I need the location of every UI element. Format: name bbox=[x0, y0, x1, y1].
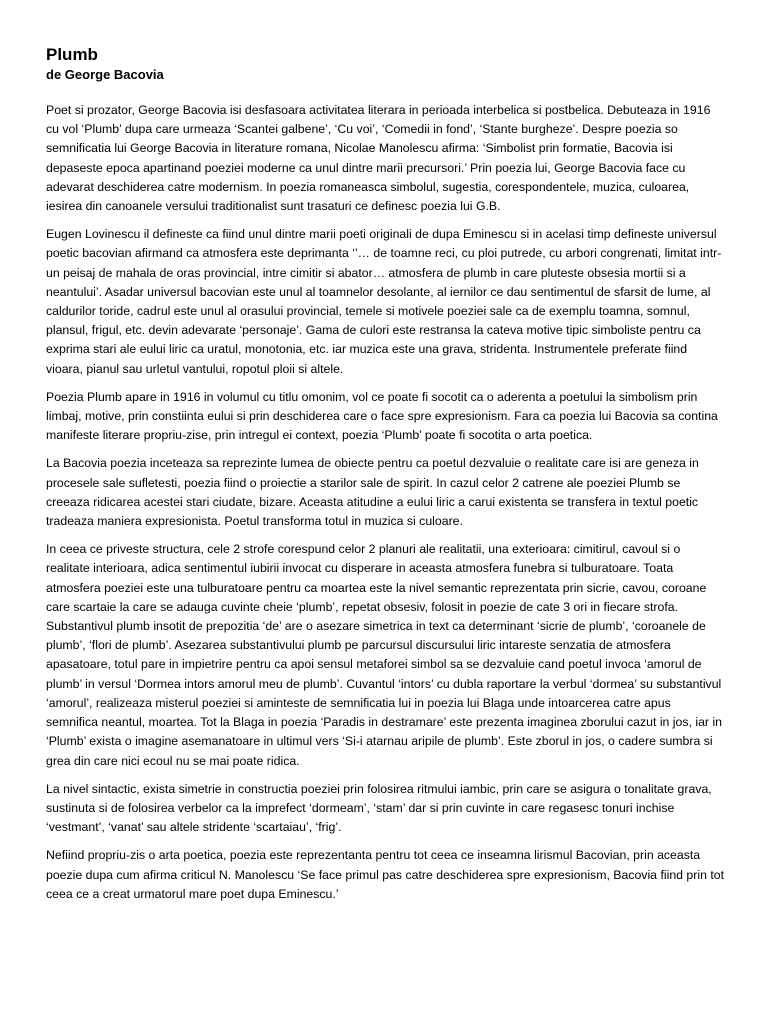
paragraph-structure: In ceea ce priveste structura, cele 2 strofe corespund celor 2 planuri ale realitatii, una exterioara: cimitirul, cavoul si o realitate interioara, adica sentimentul iubirii invocat cu disperare in aceasta atmosfera funebra si tulburatoare. Toata atmosfera poeziei este una tulburatoare pentru ca moartea este la nivel semantic reprezentata prin sicrie, cavou, coroane care scartaie la care se adauga cuvinte cheie ‘plumb’, repetat obsesiv, folosit in poezie de cate 3 ori in fiecare strofa. Substantivul plumb insotit de prepozitia ‘de’ are o asezare simetrica in text ca determinant ‘sicrie de plumb’, ‘coroanele de plumb’, ‘flori de plumb’. Asezarea substantivului plumb pe parcursul discursului liric intareste senzatia de atmosfera apasatoare, totul pare in impietrire pentru ca apoi sensul metaforei simbol sa se dezvaluie cand poetul invoca ‘amorul de plumb’ in versul ‘Dormea intors amorul meu de plumb’. Cuvantul ‘intors’ cu dubla raportare la verbul ‘dormea’ su substantivul ‘amorul’, realizeaza misterul poeziei si aminteste de semnificatia lui in poezia lui Blaga unde intoarcerea catre apus semnifica neantul, moartea. Tot la Blaga in poezia ‘Paradis in destramare’ este prezenta imaginea zborului cazut in jos, iar in ‘Plumb’ exista o imagine asemanatoare in ultimul vers ‘Si-i atarnau aripile de plumb’. Este zborul in jos, o cadere sumbra si grea din care nici ecoul nu se mai poate ridica. bbox=[46, 542, 723, 768]
paragraph-intro: Poet si prozator, George Bacovia isi desfasoara activitatea literara in perioada interbelica si postbelica. Debuteaza in 1916 cu vol ‘Plumb’ dupa care urmeaza ‘Scantei galbene’, ‘Cu voi’, ‘Comedii in fond’, ‘Stante burgheze’. Despre poezia so semnificatia lui George Bacovia in literature romana, Nicolae Manolescu afirma: ‘Simbolist prin formatie, Bacovia isi depaseste epoca apartinand poeziei moderne ca unul dintre marii precursori.’ Prin poezia lui, George Bacovia face cu adevarat deschiderea catre modernism. In poezia romaneasca simbolul, sugestia, corespondentele, muzica, culoarea, iesirea din canoanele versului traditionalist sunt trasaturi ce definesc poezia lui G.B. bbox=[46, 103, 711, 214]
document-page bbox=[46, 44, 726, 913]
paragraph-volume: Poezia Plumb apare in 1916 in volumul cu titlu omonim, vol ce poate fi socotit ca o aderenta a poetului la simbolism prin limbaj, motive, prin constiinta eului si prin deschiderea care o face spre expresionism. Fara ca poezia lui Bacovia sa contina manifeste literare propriu-zise, prin intregul ei context, poezia ‘Plumb’ poate fi socotita o arta poetica. bbox=[46, 389, 718, 443]
document-title: Plumb bbox=[46, 45, 98, 64]
paragraph-syntax: La nivel sintactic, exista simetrie in constructia poeziei prin folosirea ritmului iambic, prin care se asigura o tonalitate grava, sustinuta si de folosirea verbelor ca la imprefect ‘dormeam’, ‘stam’ dar si prin cuvinte in care regasesc tonuri inchise ‘vestmant’, ‘vanat’ sau altele stridente ‘scartaiau’, ‘frig’. bbox=[46, 781, 712, 835]
paragraph-expressionism: La Bacovia poezia inceteaza sa reprezinte lumea de obiecte pentru ca poetul dezvaluie o realitate care isi are geneza in procesele sale sufletesti, poezia fiind o proiectie a starilor sale de spirit. In cazul celor 2 catrene ale poeziei Plumb se creeaza ridicarea acestei stari ciudate, bizare. Aceasta atitudine a eului liric a carui existenta se transfera in textul poetic tradeaza maniera expresionista. Poetul transforma totul in muzica si culoare. bbox=[46, 456, 699, 529]
document-author: de George Bacovia bbox=[46, 67, 164, 82]
paragraph-lovinescu: Eugen Lovinescu il defineste ca fiind unul dintre marii poeti originali de dupa Eminescu si in acelasi timp defineste universul poetic bacovian afirmand ca atmosfera este deprimanta ‘’… de toamne reci, cu ploi putrede, cu arbori congrenati, limitat intr-un peisaj de mahala de oras provincial, intre cimitir si abator… atmosfera de plumb in care pluteste obsesia mortii si a neantului’. Asadar universul bacovian este unul al toamnelor desolante, al iernilor ce dau sentimentul de sfarsit de lume, al caldurilor toride, cadrul este unul al orasului provincial, temele si motivele poeziei sale ca de exemplu toamna, somnul, plansul, frigul, etc. devin adevarate ‘personaje’. Gama de culori este restransa la cateva motive tipic simboliste pentru ca exprima stari ale eului liric ca uratul, monotonia, etc. iar muzica este una grava, stridenta. Instrumentele preferate fiind vioara, pianul sau urletul vantului, ropotul ploii si altele. bbox=[46, 227, 722, 376]
paragraph-conclusion: Nefiind propriu-zis o arta poetica, poezia este reprezentanta pentru tot ceea ce inseamna lirismul Bacovian, prin aceasta poezie dupa cum afirma criticul N. Manolescu ‘Se face primul pas catre deschiderea spre expresionism, Bacovia fiind prin tot ceea ce a creat urmatorul mare poet dupa Eminescu.’ bbox=[46, 848, 725, 901]
